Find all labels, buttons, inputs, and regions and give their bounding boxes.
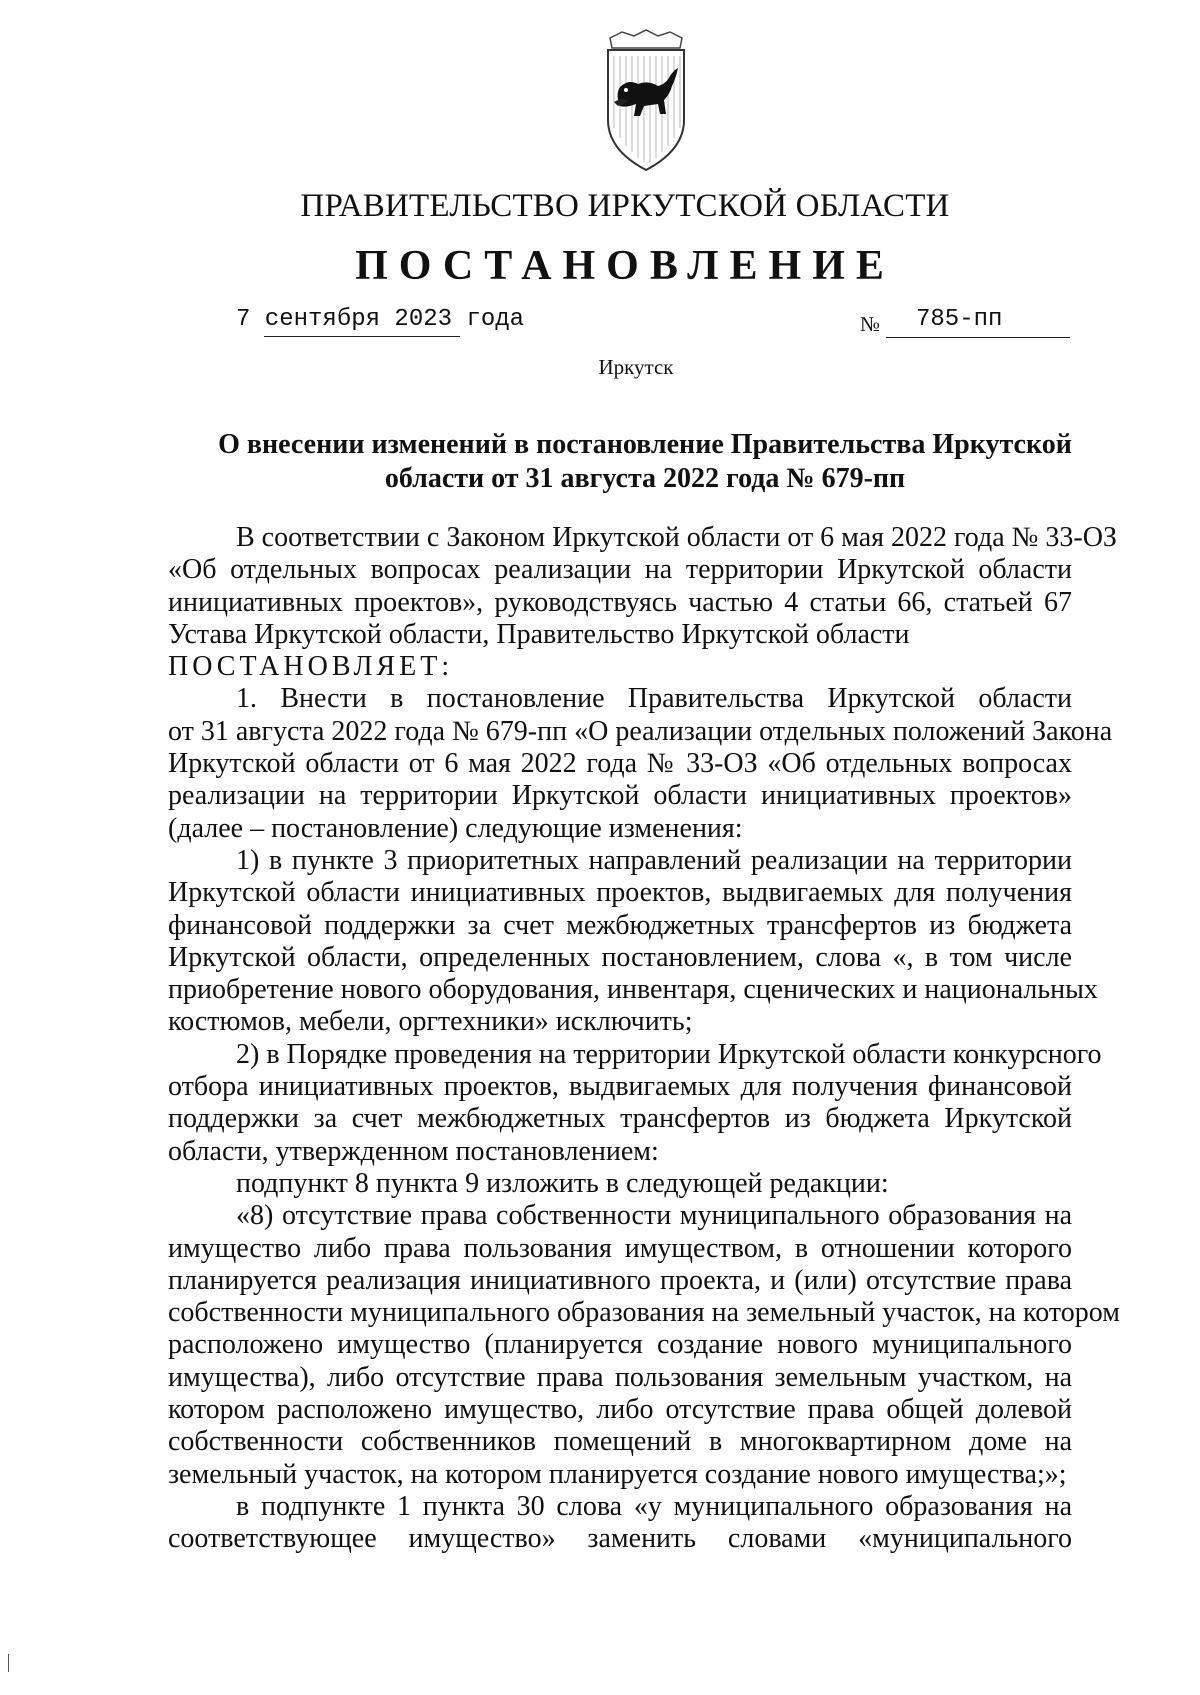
body-line: соответствующее имущество» заменить словами «муниципального: [168, 1523, 1072, 1555]
document-body: [168, 522, 1120, 1556]
body-line: области, утвержденном постановлением:: [168, 1135, 659, 1167]
document-type-heading: ПОСТАНОВЛЕНИЕ: [355, 243, 895, 289]
document-date: 7 сентября 2023 года: [236, 306, 525, 333]
body-line: земельный участок, на котором планируется создание нового имущества;»;: [168, 1458, 1067, 1490]
subject-line: О внесении изменений в постановление Правительства Иркутской: [218, 429, 1072, 460]
body-line: «8) отсутствие права собственности муниципального образования на: [236, 1200, 1072, 1232]
body-line: поддержки за счет межбюджетных трансфертов из бюджета Иркутской: [168, 1103, 1072, 1135]
body-line: реализации на территории Иркутской области инициативных проектов»: [168, 780, 1072, 812]
body-line: Иркутской области, определенных постановлением, слова «, в том числе: [168, 941, 1072, 973]
government-title: ПРАВИТЕЛЬСТВО ИРКУТСКОЙ ОБЛАСТИ: [300, 188, 950, 224]
body-line: имущество либо права пользования имуществом, в отношении которого: [168, 1232, 1072, 1264]
body-line: имущества), либо отсутствие права пользования земельным участком, на: [168, 1361, 1072, 1393]
document-subject: [200, 428, 1090, 496]
body-line: от 31 августа 2022 года № 679-пп «О реализации отдельных положений Закона: [168, 715, 1113, 747]
body-line: собственности муниципального образования на земельный участок, на котором: [168, 1297, 1120, 1329]
number-underline: [886, 337, 1070, 338]
body-line: 2) в Порядке проведения на территории Иркутской области конкурсного: [236, 1038, 1102, 1070]
scan-margin-mark: [8, 1654, 9, 1672]
document-number: 785-пп: [916, 306, 1003, 333]
body-line: 1) в пункте 3 приоритетных направлений реализации на территории: [236, 844, 1072, 876]
body-line: 1. Внести в постановление Правительства Иркутской области: [236, 683, 1072, 715]
body-line: собственности собственников помещений в многоквартирном доме на: [168, 1426, 1072, 1458]
body-line: котором расположено имущество, либо отсутствие права общей долевой: [168, 1394, 1072, 1426]
body-line: инициативных проектов», руководствуясь частью 4 статьи 66, статьей 67: [168, 586, 1072, 618]
date-underline: [264, 336, 460, 337]
body-line: финансовой поддержки за счет межбюджетных трансфертов из бюджета: [168, 909, 1072, 941]
document-city: Иркутск: [598, 355, 674, 379]
body-line: «Об отдельных вопросах реализации на территории Иркутской области: [168, 554, 1072, 586]
body-line: ПОСТАНОВЛЯЕТ:: [168, 651, 454, 683]
body-line: расположено имущество (планируется создание нового муниципального: [168, 1329, 1072, 1361]
body-line: костюмов, мебели, оргтехники» исключить;: [168, 1006, 693, 1038]
subject-line: области от 31 августа 2022 года № 679-пп: [384, 463, 906, 494]
body-line: (далее – постановление) следующие изменения:: [168, 812, 743, 844]
body-line: Иркутской области инициативных проектов, выдвигаемых для получения: [168, 877, 1072, 909]
body-line: Устава Иркутской области, Правительство Иркутской области: [168, 618, 910, 650]
body-line: планируется реализация инициативного проекта, и (или) отсутствие права: [168, 1264, 1072, 1296]
body-line: отбора инициативных проектов, выдвигаемых для получения финансовой: [168, 1071, 1072, 1103]
body-line: приобретение нового оборудования, инвентаря, сценических и национальных: [168, 974, 1098, 1006]
number-sign: №: [860, 312, 881, 336]
irkutsk-coat-of-arms-icon: [604, 28, 688, 174]
body-line: в подпункте 1 пункта 30 слова «у муниципального образования на: [236, 1490, 1072, 1522]
body-line: В соответствии с Законом Иркутской области от 6 мая 2022 года № 33-ОЗ: [236, 522, 1117, 553]
body-line: подпункт 8 пункта 9 изложить в следующей редакции:: [236, 1167, 889, 1199]
body-line: Иркутской области от 6 мая 2022 года № 33-ОЗ «Об отдельных вопросах: [168, 748, 1072, 780]
